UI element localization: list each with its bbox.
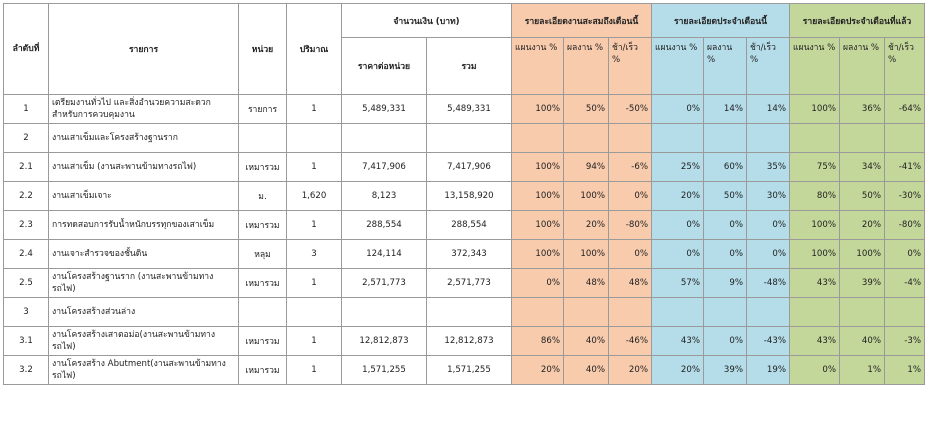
header-no: ลำดับที่	[4, 4, 49, 95]
row-last-diff-cell	[885, 298, 925, 327]
row-qty-cell: 1	[287, 153, 342, 182]
row-cum-diff-cell: -50%	[609, 95, 652, 124]
row-month-actual-cell: 0%	[704, 240, 747, 269]
row-cum-diff-cell: -46%	[609, 327, 652, 356]
row-month-plan-cell: 0%	[652, 240, 704, 269]
row-item-cell: งานเสาเข็มเจาะ	[49, 182, 239, 211]
row-month-diff-cell: 19%	[747, 356, 790, 385]
row-month-actual-cell: 14%	[704, 95, 747, 124]
row-item-cell: การทดสอบการรับน้ำหนักบรรทุกของเสาเข็ม	[49, 211, 239, 240]
row-cum-plan-cell: 100%	[512, 211, 564, 240]
header-cum-diff: ช้า/เร็ว %	[609, 38, 652, 95]
row-qty-cell: 1	[287, 356, 342, 385]
row-unit-cell: เหมารวม	[239, 211, 287, 240]
row-last-plan-cell: 100%	[790, 211, 840, 240]
row-month-diff-cell: -43%	[747, 327, 790, 356]
row-qty-cell: 1	[287, 211, 342, 240]
row-last-actual-cell: 20%	[840, 211, 885, 240]
row-qty-cell: 1	[287, 95, 342, 124]
row-item-cell: งานเสาเข็มและโครงสร้างฐานราก	[49, 124, 239, 153]
row-cum-diff-cell: 0%	[609, 240, 652, 269]
row-month-diff-cell: -48%	[747, 269, 790, 298]
row-cum-diff-cell: -6%	[609, 153, 652, 182]
row-item-cell: งานโครงสร้างส่วนล่าง	[49, 298, 239, 327]
row-last-plan-cell: 43%	[790, 327, 840, 356]
row-cum-diff-cell: -80%	[609, 211, 652, 240]
row-total-cell: 7,417,906	[427, 153, 512, 182]
row-cum-plan-cell: 100%	[512, 153, 564, 182]
row-qty-cell: 1	[287, 327, 342, 356]
row-unit-cell	[239, 298, 287, 327]
row-qty-cell: 1,620	[287, 182, 342, 211]
row-unit-cell: เหมารวม	[239, 327, 287, 356]
table-row	[4, 240, 925, 269]
row-cum-plan-cell: 100%	[512, 240, 564, 269]
row-cum-actual-cell: 40%	[564, 356, 609, 385]
row-unit-cell: ม.	[239, 182, 287, 211]
row-unit-price-cell: 2,571,773	[342, 269, 427, 298]
row-cum-plan-cell: 20%	[512, 356, 564, 385]
header-last-plan: แผนงาน %	[790, 38, 840, 95]
row-unit-price-cell: 8,123	[342, 182, 427, 211]
row-last-diff-cell: -4%	[885, 269, 925, 298]
row-cum-plan-cell: 0%	[512, 269, 564, 298]
row-item-cell: งานโครงสร้างฐานราก (งานสะพานข้ามทางรถไฟ)	[49, 269, 239, 298]
row-month-diff-cell: 0%	[747, 240, 790, 269]
row-no-cell: 2	[4, 124, 49, 153]
table-row	[4, 211, 925, 240]
row-month-plan-cell	[652, 298, 704, 327]
row-last-actual-cell: 40%	[840, 327, 885, 356]
header-last-diff: ช้า/เร็ว %	[885, 38, 925, 95]
row-last-actual-cell: 50%	[840, 182, 885, 211]
row-last-diff-cell: -30%	[885, 182, 925, 211]
row-unit-cell: หลุม	[239, 240, 287, 269]
table-row	[4, 153, 925, 182]
row-month-plan-cell: 20%	[652, 182, 704, 211]
row-month-plan-cell: 20%	[652, 356, 704, 385]
row-unit-price-cell: 5,489,331	[342, 95, 427, 124]
row-cum-actual-cell: 100%	[564, 240, 609, 269]
row-last-plan-cell	[790, 298, 840, 327]
row-cum-actual-cell: 20%	[564, 211, 609, 240]
row-last-plan-cell	[790, 124, 840, 153]
row-cum-actual-cell: 48%	[564, 269, 609, 298]
row-last-plan-cell: 100%	[790, 240, 840, 269]
row-last-actual-cell: 36%	[840, 95, 885, 124]
row-no-cell: 2.5	[4, 269, 49, 298]
table-row	[4, 269, 925, 298]
row-last-diff-cell: -41%	[885, 153, 925, 182]
row-last-actual-cell: 100%	[840, 240, 885, 269]
header-month-plan: แผนงาน %	[652, 38, 704, 95]
header-group-last: รายละเอียดประจำเดือนที่แล้ว	[790, 4, 925, 38]
header-month-diff: ช้า/เร็ว %	[747, 38, 790, 95]
row-cum-actual-cell	[564, 298, 609, 327]
row-unit-price-cell	[342, 298, 427, 327]
row-cum-diff-cell: 48%	[609, 269, 652, 298]
row-no-cell: 2.3	[4, 211, 49, 240]
row-no-cell: 3.1	[4, 327, 49, 356]
row-last-actual-cell	[840, 124, 885, 153]
row-last-plan-cell: 80%	[790, 182, 840, 211]
row-cum-actual-cell: 100%	[564, 182, 609, 211]
header-item: รายการ	[49, 4, 239, 95]
table-row	[4, 124, 925, 153]
row-item-cell: งานเสาเข็ม (งานสะพานข้ามทางรถไฟ)	[49, 153, 239, 182]
row-last-plan-cell: 75%	[790, 153, 840, 182]
row-item-cell: เตรียมงานทั่วไป และสิ่งอำนวยความสะดวกสำหรับการควบคุมงาน	[49, 95, 239, 124]
row-unit-price-cell: 288,554	[342, 211, 427, 240]
row-total-cell: 12,812,873	[427, 327, 512, 356]
row-month-plan-cell: 0%	[652, 211, 704, 240]
row-last-actual-cell: 1%	[840, 356, 885, 385]
header-amount: จำนวนเงิน (บาท)	[342, 4, 512, 38]
row-cum-plan-cell: 100%	[512, 182, 564, 211]
row-cum-diff-cell: 20%	[609, 356, 652, 385]
row-cum-actual-cell	[564, 124, 609, 153]
row-total-cell	[427, 124, 512, 153]
row-month-actual-cell	[704, 124, 747, 153]
row-cum-diff-cell	[609, 124, 652, 153]
row-month-actual-cell: 60%	[704, 153, 747, 182]
row-cum-actual-cell: 40%	[564, 327, 609, 356]
row-month-plan-cell	[652, 124, 704, 153]
row-cum-diff-cell	[609, 298, 652, 327]
header-cum-plan: แผนงาน %	[512, 38, 564, 95]
row-month-diff-cell: 30%	[747, 182, 790, 211]
row-item-cell: งานโครงสร้างเสาตอม่อ(งานสะพานข้ามทางรถไฟ)	[49, 327, 239, 356]
row-total-cell: 5,489,331	[427, 95, 512, 124]
row-month-diff-cell: 0%	[747, 211, 790, 240]
row-total-cell: 1,571,255	[427, 356, 512, 385]
row-month-actual-cell: 0%	[704, 327, 747, 356]
progress-table	[3, 3, 925, 385]
row-month-actual-cell: 50%	[704, 182, 747, 211]
row-last-plan-cell: 100%	[790, 95, 840, 124]
row-no-cell: 3.2	[4, 356, 49, 385]
row-last-diff-cell: -64%	[885, 95, 925, 124]
row-unit-price-cell: 12,812,873	[342, 327, 427, 356]
table-row	[4, 95, 925, 124]
header-qty: ปริมาณ	[287, 4, 342, 95]
row-month-diff-cell	[747, 124, 790, 153]
row-qty-cell: 1	[287, 269, 342, 298]
row-unit-cell: เหมารวม	[239, 153, 287, 182]
header-group-month: รายละเอียดประจำเดือนนี้	[652, 4, 790, 38]
row-last-actual-cell: 39%	[840, 269, 885, 298]
row-no-cell: 1	[4, 95, 49, 124]
table-row	[4, 182, 925, 211]
row-qty-cell	[287, 124, 342, 153]
row-item-cell: งานเจาะสำรวจของชั้นดิน	[49, 240, 239, 269]
row-cum-plan-cell: 86%	[512, 327, 564, 356]
table-row	[4, 356, 925, 385]
row-no-cell: 2.1	[4, 153, 49, 182]
header-unit: หน่วย	[239, 4, 287, 95]
row-total-cell: 13,158,920	[427, 182, 512, 211]
row-last-diff-cell	[885, 124, 925, 153]
row-unit-price-cell: 1,571,255	[342, 356, 427, 385]
row-month-plan-cell: 43%	[652, 327, 704, 356]
row-month-plan-cell: 25%	[652, 153, 704, 182]
row-last-diff-cell: 0%	[885, 240, 925, 269]
table-row	[4, 327, 925, 356]
row-cum-diff-cell: 0%	[609, 182, 652, 211]
row-unit-cell: เหมารวม	[239, 356, 287, 385]
row-month-plan-cell: 0%	[652, 95, 704, 124]
row-month-plan-cell: 57%	[652, 269, 704, 298]
row-no-cell: 2.2	[4, 182, 49, 211]
row-month-diff-cell	[747, 298, 790, 327]
row-qty-cell: 3	[287, 240, 342, 269]
row-unit-cell: เหมารวม	[239, 269, 287, 298]
row-cum-actual-cell: 50%	[564, 95, 609, 124]
header-last-actual: ผลงาน %	[840, 38, 885, 95]
header-unit-price: ราคาต่อหน่วย	[342, 38, 427, 95]
row-last-actual-cell	[840, 298, 885, 327]
row-no-cell: 3	[4, 298, 49, 327]
row-month-actual-cell: 0%	[704, 211, 747, 240]
row-cum-plan-cell: 100%	[512, 95, 564, 124]
row-total-cell: 372,343	[427, 240, 512, 269]
row-unit-price-cell	[342, 124, 427, 153]
row-month-diff-cell: 35%	[747, 153, 790, 182]
row-month-actual-cell: 39%	[704, 356, 747, 385]
header-month-actual: ผลงาน %	[704, 38, 747, 95]
row-unit-price-cell: 7,417,906	[342, 153, 427, 182]
table-row	[4, 298, 925, 327]
row-total-cell	[427, 298, 512, 327]
row-item-cell: งานโครงสร้าง Abutment(งานสะพานข้ามทางรถไฟ)	[49, 356, 239, 385]
header-cum-actual: ผลงาน %	[564, 38, 609, 95]
header-group-cumulative: รายละเอียดงานสะสมถึงเดือนนี้	[512, 4, 652, 38]
row-last-actual-cell: 34%	[840, 153, 885, 182]
row-last-plan-cell: 43%	[790, 269, 840, 298]
row-unit-price-cell: 124,114	[342, 240, 427, 269]
header-total: รวม	[427, 38, 512, 95]
row-total-cell: 2,571,773	[427, 269, 512, 298]
row-month-diff-cell: 14%	[747, 95, 790, 124]
row-unit-cell	[239, 124, 287, 153]
row-unit-cell: รายการ	[239, 95, 287, 124]
row-last-diff-cell: -3%	[885, 327, 925, 356]
row-last-diff-cell: -80%	[885, 211, 925, 240]
row-total-cell: 288,554	[427, 211, 512, 240]
row-no-cell: 2.4	[4, 240, 49, 269]
row-cum-actual-cell: 94%	[564, 153, 609, 182]
row-cum-plan-cell	[512, 298, 564, 327]
row-cum-plan-cell	[512, 124, 564, 153]
row-last-plan-cell: 0%	[790, 356, 840, 385]
row-month-actual-cell: 9%	[704, 269, 747, 298]
row-qty-cell	[287, 298, 342, 327]
row-month-actual-cell	[704, 298, 747, 327]
row-last-diff-cell: 1%	[885, 356, 925, 385]
